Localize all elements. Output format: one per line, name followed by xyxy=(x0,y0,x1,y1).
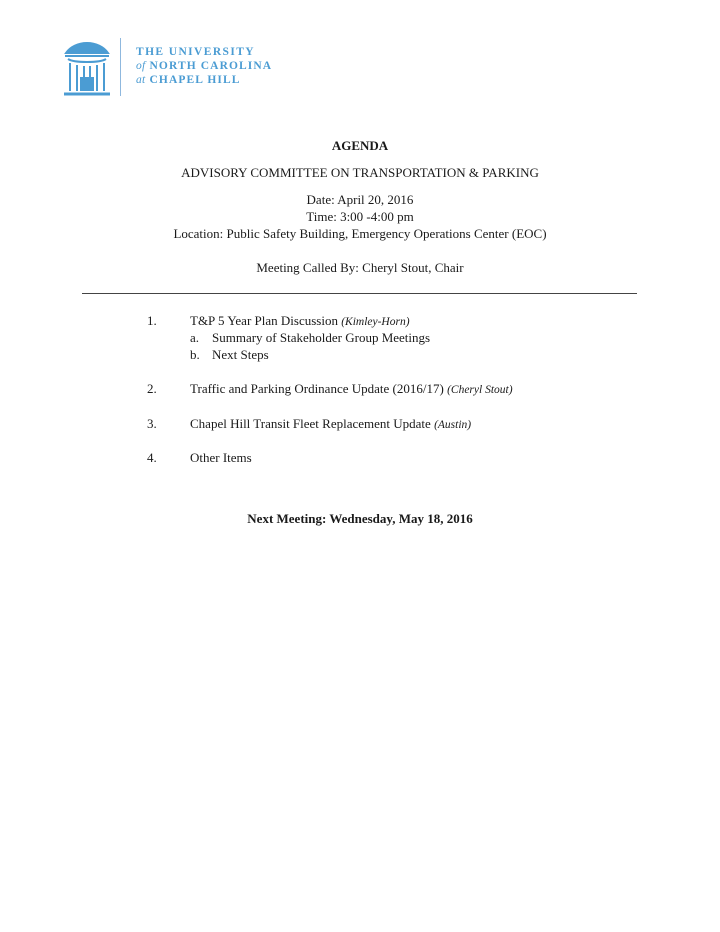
item-3-presenter: (Austin) xyxy=(434,419,472,431)
item-2-text xyxy=(190,381,513,397)
logo-line-1: THE UNIVERSITY xyxy=(136,46,255,58)
logo-line-3 xyxy=(136,73,306,87)
item-1-presenter: (Kimley-Horn) xyxy=(341,316,410,328)
logo-divider xyxy=(120,38,121,96)
item-1-text xyxy=(190,313,410,329)
item-1b xyxy=(190,347,269,363)
header-divider xyxy=(82,293,637,294)
item-1-label: T&P 5 Year Plan Discussion xyxy=(190,313,338,328)
committee-name: ADVISORY COMMITTEE ON TRANSPORTATION & PARKING xyxy=(181,165,539,180)
item-3-label: Chapel Hill Transit Fleet Replacement Update xyxy=(190,416,431,431)
logo-line-2-main: NORTH CAROLINA xyxy=(149,60,273,72)
item-2-number: 2. xyxy=(147,381,157,396)
item-1b-text: Next Steps xyxy=(212,347,269,362)
item-4-text xyxy=(190,450,252,466)
item-1b-letter: b. xyxy=(190,347,200,362)
item-3-number: 3. xyxy=(147,416,157,431)
meeting-time: Time: 3:00 -4:00 pm xyxy=(306,209,414,224)
logo-line-3-prefix: at xyxy=(136,74,146,86)
logo-line-2 xyxy=(136,59,306,73)
logo-wordmark xyxy=(136,45,306,87)
meeting-date: Date: April 20, 2016 xyxy=(306,192,414,207)
item-2-label: Traffic and Parking Ordinance Update (2016/17) xyxy=(190,381,444,396)
university-logo xyxy=(62,38,292,100)
logo-line-2-prefix: of xyxy=(136,60,146,72)
agenda-title: AGENDA xyxy=(331,138,389,153)
item-1a-letter: a. xyxy=(190,330,200,345)
meeting-location: Location: Public Safety Building, Emergency Operations Center (EOC) xyxy=(173,226,547,241)
item-2-presenter: (Cheryl Stout) xyxy=(447,384,513,396)
item-4-number: 4. xyxy=(147,450,157,465)
item-4-label: Other Items xyxy=(190,450,252,465)
item-1a xyxy=(190,330,430,346)
meeting-called-by: Meeting Called By: Cheryl Stout, Chair xyxy=(256,260,464,275)
logo-line-3-main: CHAPEL HILL xyxy=(149,74,241,86)
old-well-icon xyxy=(62,41,112,97)
item-1-number: 1. xyxy=(147,313,157,328)
item-3-text xyxy=(190,416,471,432)
item-1a-text: Summary of Stakeholder Group Meetings xyxy=(212,330,431,345)
next-meeting: Next Meeting: Wednesday, May 18, 2016 xyxy=(247,511,473,526)
